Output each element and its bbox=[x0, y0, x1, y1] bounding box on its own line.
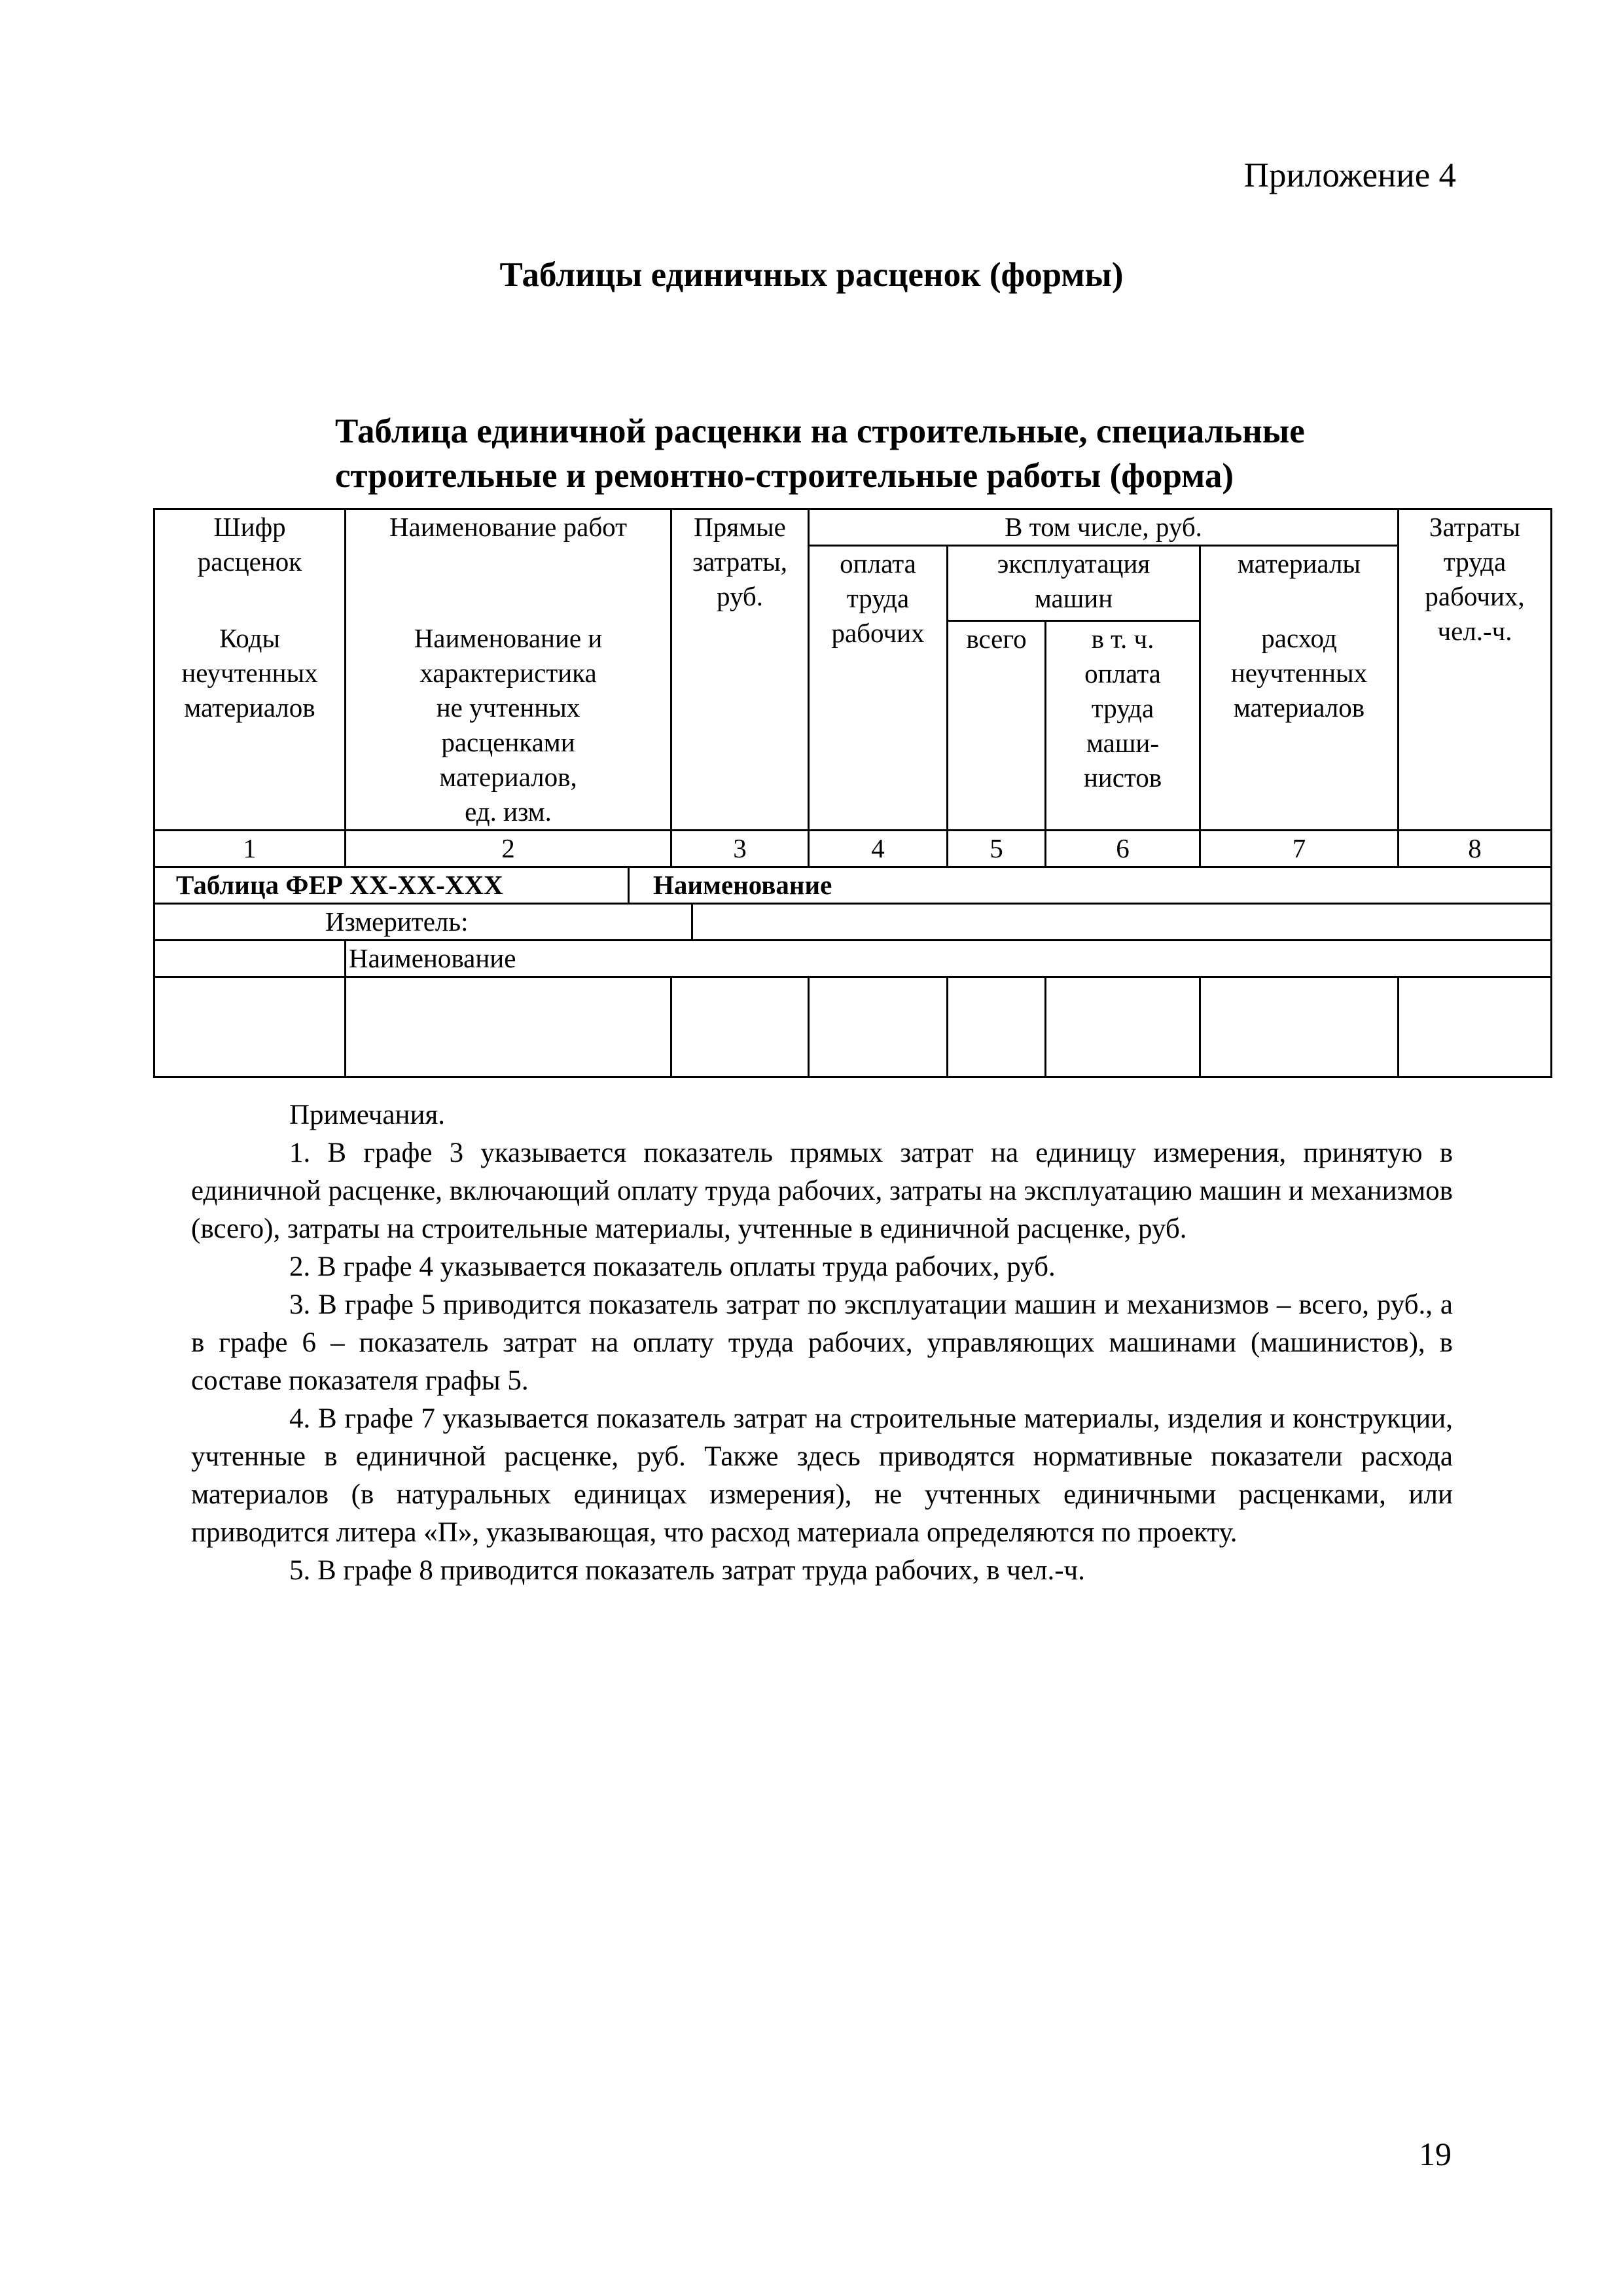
empty-data-row bbox=[154, 977, 1552, 1077]
table-title-line-2: строительные и ремонтно-строительные работы (форма) bbox=[335, 457, 1234, 495]
fer-table-row bbox=[154, 867, 1552, 903]
column-number: 3 bbox=[671, 830, 809, 867]
table-title-line-1: Таблица единичной расценки на строительные, специальные bbox=[335, 412, 1305, 450]
note-item: 2. В графе 4 указывается показатель оплаты труда рабочих, руб. bbox=[289, 1251, 1056, 1282]
header-materials: материалы bbox=[1200, 546, 1399, 621]
header-direct-costs: Прямые затраты, руб. bbox=[671, 509, 809, 831]
header-labor-cost: Затраты труда рабочих, чел.-ч. bbox=[1399, 509, 1552, 831]
column-number: 2 bbox=[346, 830, 671, 867]
meter-cell bbox=[154, 903, 1552, 940]
fer-table-code: Таблица ФЕР ХХ-ХХ-ХХХ bbox=[176, 869, 503, 900]
notes-heading: Примечания. bbox=[289, 1100, 446, 1130]
header-material-name: Наименование и характеристика не учтенных расценками материалов, ед. изм. bbox=[346, 621, 671, 831]
column-number: 6 bbox=[1046, 830, 1200, 867]
column-number: 4 bbox=[809, 830, 948, 867]
column-number: 1 bbox=[154, 830, 346, 867]
table-cell bbox=[809, 977, 948, 1077]
name-row-blank bbox=[154, 940, 346, 977]
column-number: 7 bbox=[1200, 830, 1399, 867]
table-cell bbox=[346, 977, 671, 1077]
column-number: 5 bbox=[948, 830, 1046, 867]
table-cell bbox=[1046, 977, 1200, 1077]
meter-label: Измеритель: bbox=[325, 906, 469, 937]
header-cipher: Шифр расценок bbox=[154, 509, 346, 621]
header-work-name: Наименование работ bbox=[346, 509, 671, 621]
main-title: Таблицы единичных расценок (формы) bbox=[499, 256, 1124, 294]
name-row-label: Наименование bbox=[346, 940, 1552, 977]
appendix-label: Приложение 4 bbox=[1243, 156, 1456, 194]
header-material-codes: Коды неучтенных материалов bbox=[154, 621, 346, 831]
notes-section bbox=[191, 1096, 1453, 1590]
header-machine-total: всего bbox=[948, 621, 1046, 831]
header-material-consumption: расход неучтенных материалов bbox=[1200, 621, 1399, 831]
column-number: 8 bbox=[1399, 830, 1552, 867]
header-machine-operation: эксплуатация машин bbox=[948, 546, 1200, 621]
table-cell bbox=[154, 977, 346, 1077]
note-item: 5. В графе 8 приводится показатель затрат труда рабочих, в чел.-ч. bbox=[289, 1555, 1085, 1586]
page-number: 19 bbox=[1419, 2136, 1452, 2172]
table-cell bbox=[1399, 977, 1552, 1077]
note-item: 1. В графе 3 указывается показатель прямых затрат на единицу измерения, принятую в единичной расценке, включающий оплату труда рабочих, затраты на эксплуатацию машин и механизмов (всего), затраты на строительные материалы, учтенные в единичной расценке, руб. bbox=[191, 1138, 1453, 1244]
fer-table-name: Наименование bbox=[629, 868, 1551, 903]
unit-rate-table bbox=[153, 508, 1552, 1078]
header-machinists-pay: в т. ч. оплата труда маши- нистов bbox=[1046, 621, 1200, 831]
table-cell bbox=[671, 977, 809, 1077]
header-labor-pay: оплата труда рабочих bbox=[809, 546, 948, 831]
table-cell bbox=[948, 977, 1046, 1077]
note-item: 3. В графе 5 приводится показатель затрат по эксплуатации машин и механизмов – всего, руб., а в графе 6 – показатель затрат на оплату труда рабочих, управляющих машинами (машинистов), в составе показателя графы 5. bbox=[191, 1289, 1453, 1396]
name-row bbox=[154, 940, 1552, 977]
meter-row bbox=[154, 903, 1552, 940]
fer-table-cell bbox=[154, 867, 1552, 903]
header-including: В том числе, руб. bbox=[809, 509, 1399, 546]
column-number-row bbox=[154, 830, 1552, 867]
meter-value bbox=[692, 905, 1551, 939]
table-title bbox=[335, 409, 1305, 498]
table-cell bbox=[1200, 977, 1399, 1077]
note-item: 4. В графе 7 указывается показатель затрат на строительные материалы, изделия и конструкции, учтенные в единичной расценке, руб. Также здесь приводятся нормативные показатели расхода материалов (в натуральных единицах измерения), не учтенных единичными расценками, или приводится литера «П», указывающая, что расход материала определяются по проекту. bbox=[191, 1403, 1453, 1548]
